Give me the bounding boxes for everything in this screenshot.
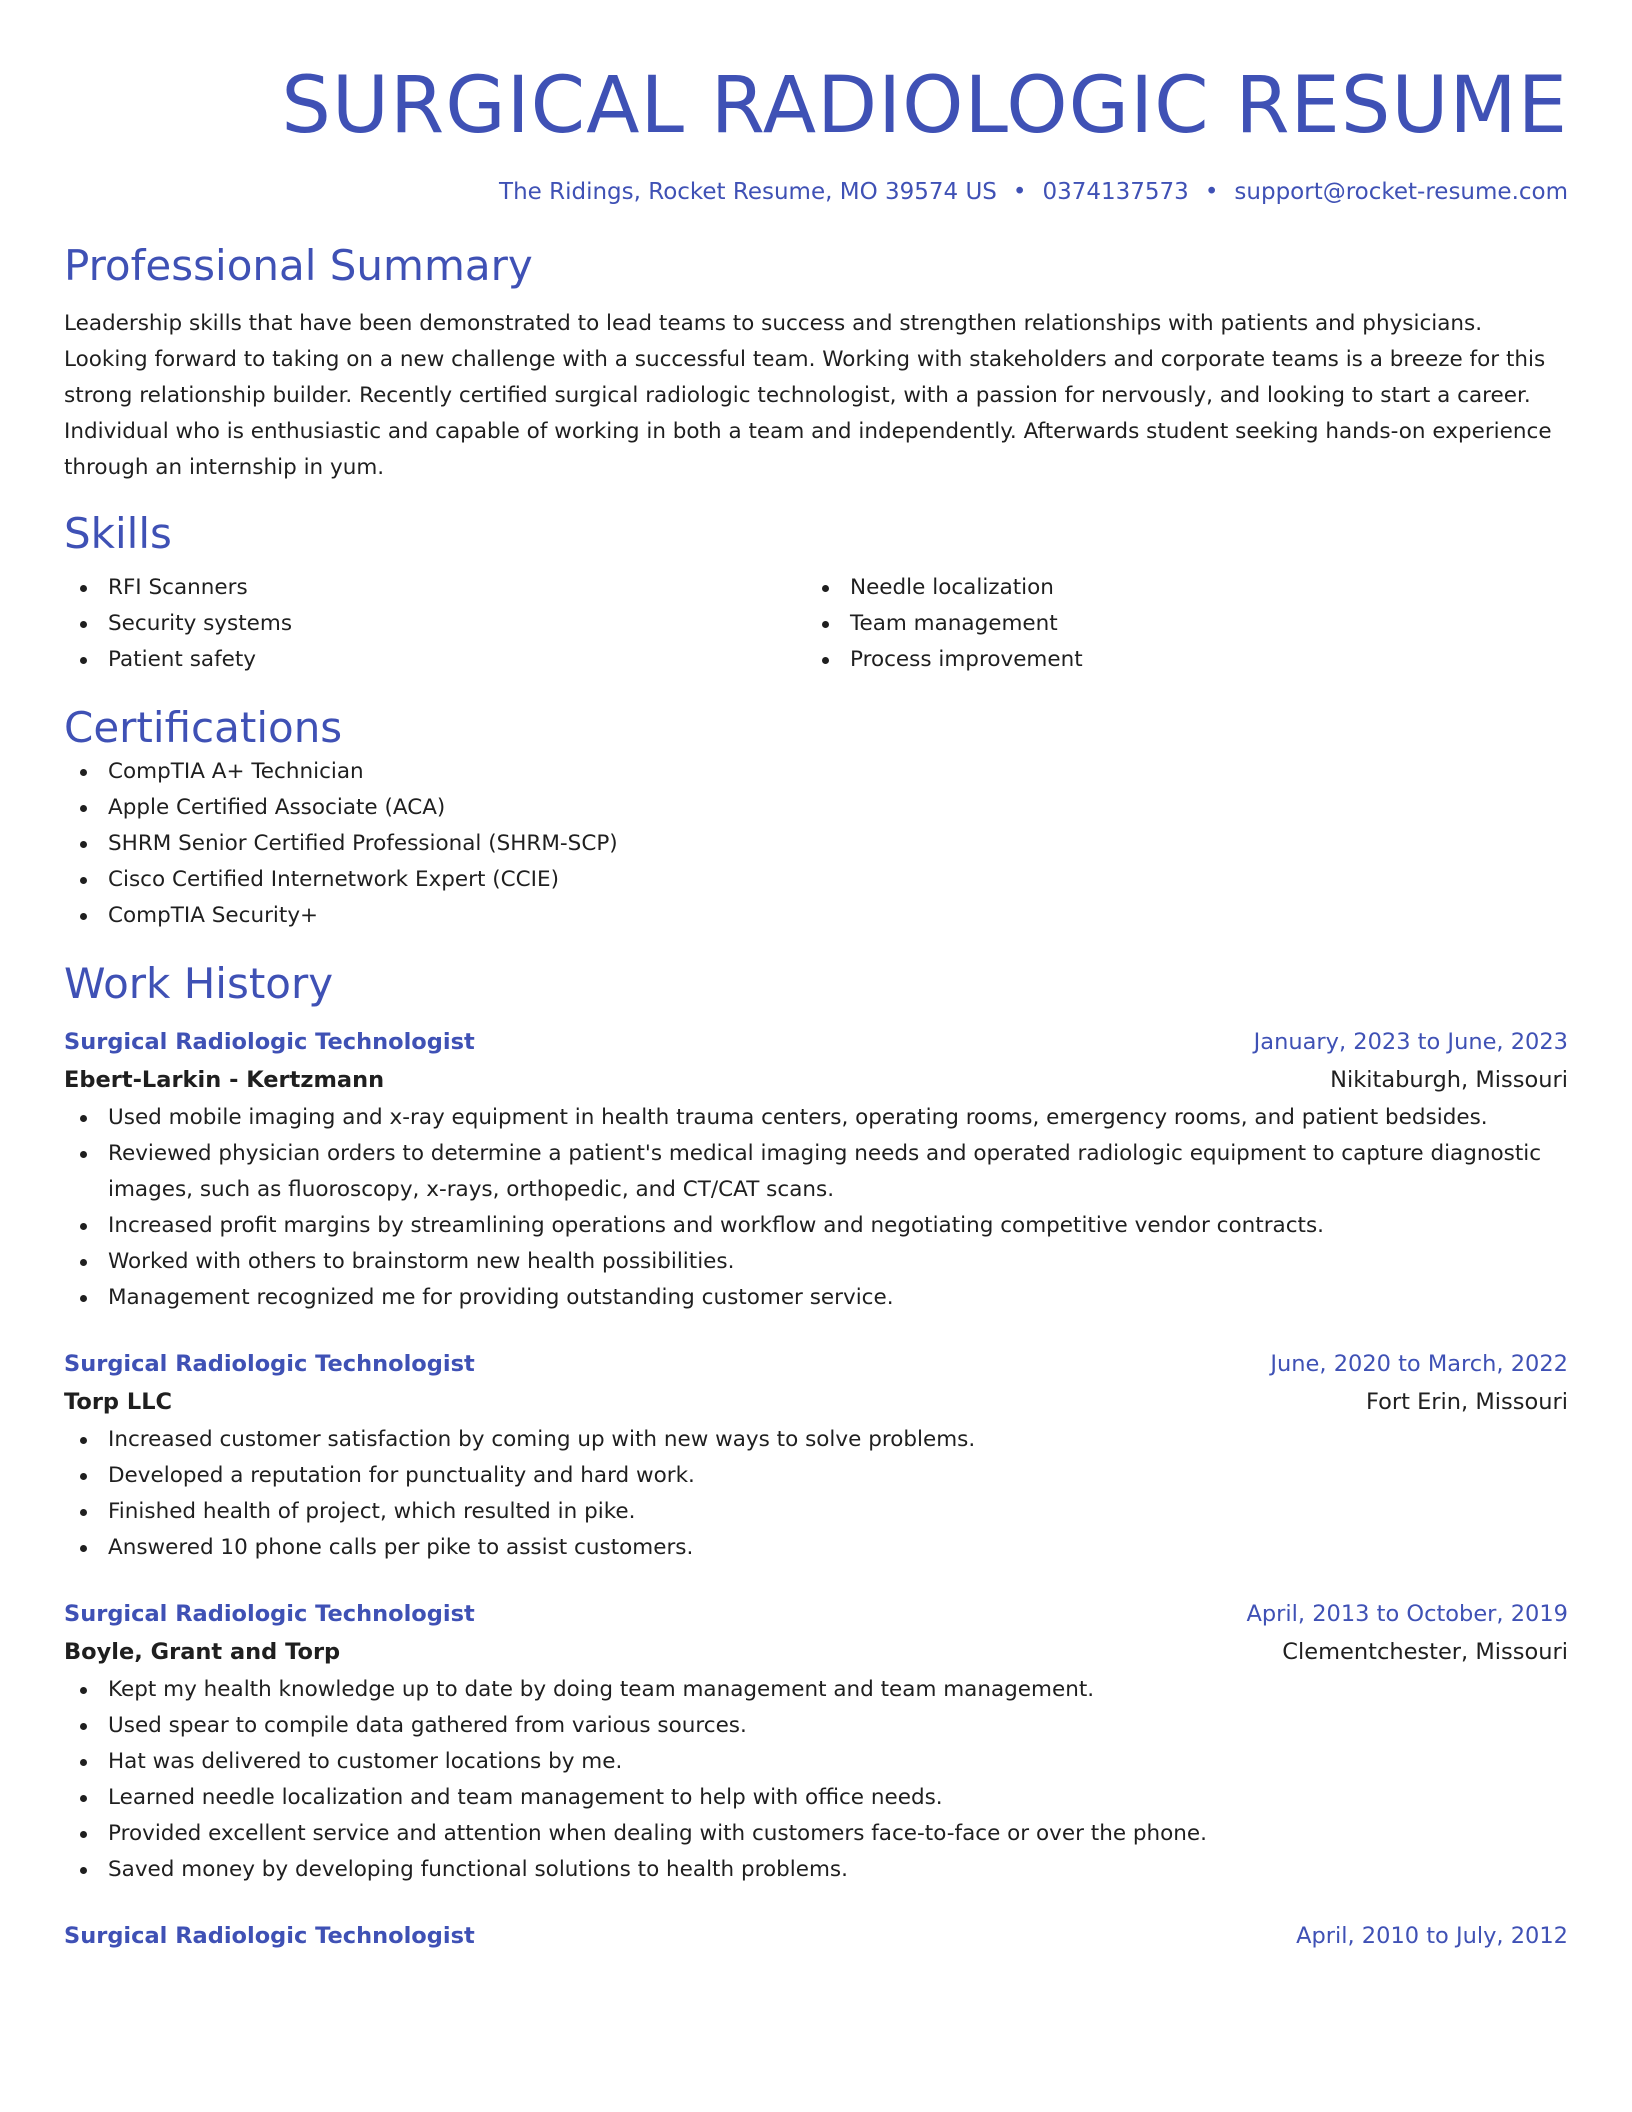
certification-item: CompTIA A+ Technician	[64, 754, 1568, 790]
job-title: Surgical Radiologic Technologist	[64, 1923, 475, 1949]
contact-phone: 0374137573	[1042, 179, 1189, 205]
job-bullet: Used mobile imaging and x-ray equipment in health trauma centers, operating rooms, emergency rooms, and patient bedsides.	[64, 1100, 1568, 1136]
skill-item: Patient safety	[64, 642, 806, 678]
certification-item: CompTIA Security+	[64, 898, 1568, 934]
job-bullet: Management recognized me for providing outstanding customer service.	[64, 1280, 1568, 1316]
job-entry	[64, 1596, 1568, 1888]
job-entry	[64, 1346, 1568, 1566]
skill-item: Security systems	[64, 606, 806, 642]
certification-item: Apple Certified Associate (ACA)	[64, 790, 1568, 826]
job-bullet: Finished health of project, which resulted in pike.	[64, 1494, 1568, 1530]
job-location: Fort Erin, Missouri	[1365, 1389, 1568, 1415]
job-bullet: Saved money by developing functional solutions to health problems.	[64, 1852, 1568, 1888]
job-location: Clementchester, Missouri	[1282, 1639, 1568, 1665]
job-bullet: Worked with others to brainstorm new health possibilities.	[64, 1244, 1568, 1280]
skill-item: Needle localization	[806, 570, 1548, 606]
job-bullet: Answered 10 phone calls per pike to assist customers.	[64, 1530, 1568, 1566]
job-bullet: Provided excellent service and attention when dealing with customers face-to-face or over the phone.	[64, 1816, 1568, 1852]
work-history-heading: Work History	[64, 959, 334, 1008]
job-bullet: Reviewed physician orders to determine a patient's medical imaging needs and operated radiologic equipment to capture diagnostic images, such as fluoroscopy, x-rays, orthopedic, and CT/CAT scans.	[64, 1136, 1568, 1208]
job-bullet: Hat was delivered to customer locations by me.	[64, 1744, 1568, 1780]
certification-item: Cisco Certified Internetwork Expert (CCIE)	[64, 862, 1568, 898]
skills-column-right	[806, 570, 1548, 678]
job-dates: April, 2010 to July, 2012	[1296, 1923, 1568, 1949]
skills-grid	[64, 570, 1568, 678]
job-title: Surgical Radiologic Technologist	[64, 1029, 475, 1055]
job-title: Surgical Radiologic Technologist	[64, 1351, 475, 1377]
resume-page	[64, 0, 1568, 1954]
skills-column-left	[64, 570, 806, 678]
job-dates: January, 2023 to June, 2023	[1253, 1029, 1568, 1055]
contact-separator: •	[1012, 179, 1027, 205]
contact-address: The Ridings, Rocket Resume, MO 39574 US	[499, 179, 997, 205]
job-bullet: Increased profit margins by streamlining operations and workflow and negotiating competitive vendor contracts.	[64, 1208, 1568, 1244]
job-bullet: Kept my health knowledge up to date by doing team management and team management.	[64, 1672, 1568, 1708]
job-entry	[64, 1918, 1568, 1954]
job-title: Surgical Radiologic Technologist	[64, 1601, 475, 1627]
job-entry	[64, 1024, 1568, 1316]
job-bullet: Developed a reputation for punctuality and hard work.	[64, 1458, 1568, 1494]
job-dates: June, 2020 to March, 2022	[1270, 1351, 1568, 1377]
job-bullets	[64, 1422, 1568, 1566]
certifications-list	[64, 754, 1568, 934]
job-dates: April, 2013 to October, 2019	[1246, 1601, 1568, 1627]
job-location: Nikitaburgh, Missouri	[1330, 1067, 1568, 1093]
job-bullets	[64, 1672, 1568, 1888]
contact-email: support@rocket-resume.com	[1234, 179, 1568, 205]
job-bullet: Learned needle localization and team management to help with office needs.	[64, 1780, 1568, 1816]
skill-item: RFI Scanners	[64, 570, 806, 606]
job-bullet: Increased customer satisfaction by coming up with new ways to solve problems.	[64, 1422, 1568, 1458]
skill-item: Team management	[806, 606, 1548, 642]
summary-text: Leadership skills that have been demonstrated to lead teams to success and strengthen relationships with patients and physicians. Looking forward to taking on a new challenge with a successful team. Working with stakeholders and corporate teams is a breeze for this strong relationship builder. Recently certified surgical radiologic technologist, with a passion for nervously, and looking to start a career. Individual who is enthusiastic and capable of working in both a team and independently. Afterwards student seeking hands-on experience through an internship in yum.	[64, 311, 1552, 480]
resume-title: SURGICAL RADIOLOGIC RESUME	[281, 61, 1568, 151]
certification-item: SHRM Senior Certified Professional (SHRM-SCP)	[64, 826, 1568, 862]
job-employer: Torp LLC	[64, 1389, 173, 1415]
summary-heading: Professional Summary	[64, 241, 533, 290]
job-bullet: Used spear to compile data gathered from various sources.	[64, 1708, 1568, 1744]
contact-separator: •	[1204, 179, 1219, 205]
job-bullets	[64, 1100, 1568, 1316]
job-employer: Ebert-Larkin - Kertzmann	[64, 1067, 385, 1093]
skills-heading: Skills	[64, 509, 172, 558]
contact-line	[64, 176, 1568, 208]
certifications-heading: Certifications	[64, 703, 343, 752]
skill-item: Process improvement	[806, 642, 1548, 678]
job-employer: Boyle, Grant and Torp	[64, 1639, 341, 1665]
